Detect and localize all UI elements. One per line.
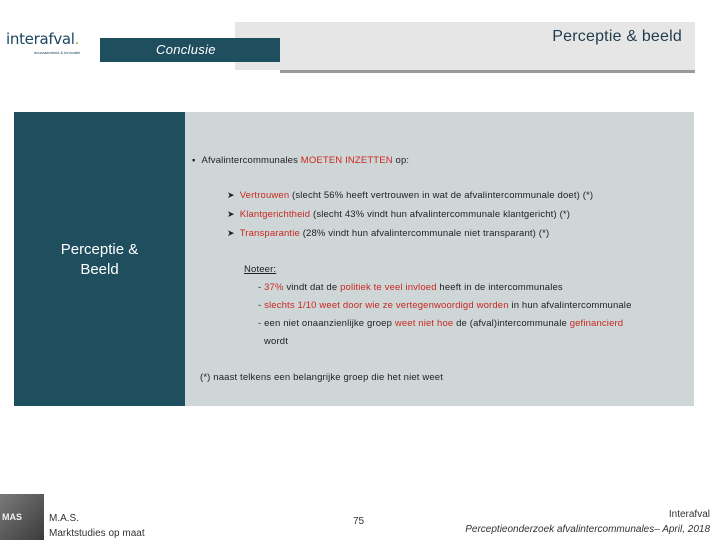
footer-source: Interafval Perceptieonderzoek afvalintercommunales– April, 2018	[465, 509, 710, 535]
mas-logo-image: MAS	[0, 494, 44, 540]
left-panel-title: Perceptie & Beeld	[60, 241, 139, 278]
bullet-icon: ▪	[192, 155, 196, 166]
footer-organisation: M.A.S. Marktstudies op maat	[49, 513, 145, 539]
interafval-logo	[6, 30, 98, 70]
slide-title: Perceptie & beeld	[552, 28, 682, 45]
list-item: ➤ Klantgerichtheid (slecht 43% vindt hun afvalintercommunale klantgericht) (*)	[227, 209, 571, 220]
section-label: Conclusie	[100, 38, 280, 62]
arrow-bullet-icon: ➤	[227, 228, 235, 238]
main-bullet: ▪ Afvalintercommunales MOETEN INZETTEN op:	[192, 155, 410, 166]
header-rule	[280, 70, 695, 73]
note-line: - een niet onaanzienlijke groep weet niet hoe de (afval)intercommunale gefinancierd	[258, 318, 624, 329]
list-item: ➤ Transparantie (28% vindt hun afvalintercommunale niet transparant) (*)	[227, 228, 550, 239]
page-number: 75	[353, 516, 365, 527]
arrow-bullet-icon: ➤	[227, 190, 235, 200]
note-line-continued: wordt	[264, 336, 288, 347]
note-line: - slechts 1/10 weet door wie ze vertegenwoordigd worden in hun afvalintercommunale	[258, 300, 632, 311]
arrow-bullet-icon: ➤	[227, 209, 235, 219]
note-label: Noteer:	[244, 264, 277, 275]
footnote: (*) naast telkens een belangrijke groep die het niet weet	[200, 372, 444, 383]
logo-wordmark: interafval.	[6, 30, 80, 48]
logo-tagline: duurzaamheid & innovatie	[34, 50, 81, 55]
note-line: - 37% vindt dat de politiek te veel invloed heeft in de intercommunales	[258, 282, 563, 293]
list-item: ➤ Vertrouwen (slecht 56% heeft vertrouwen in wat de afvalintercommunale doet) (*)	[227, 190, 594, 201]
